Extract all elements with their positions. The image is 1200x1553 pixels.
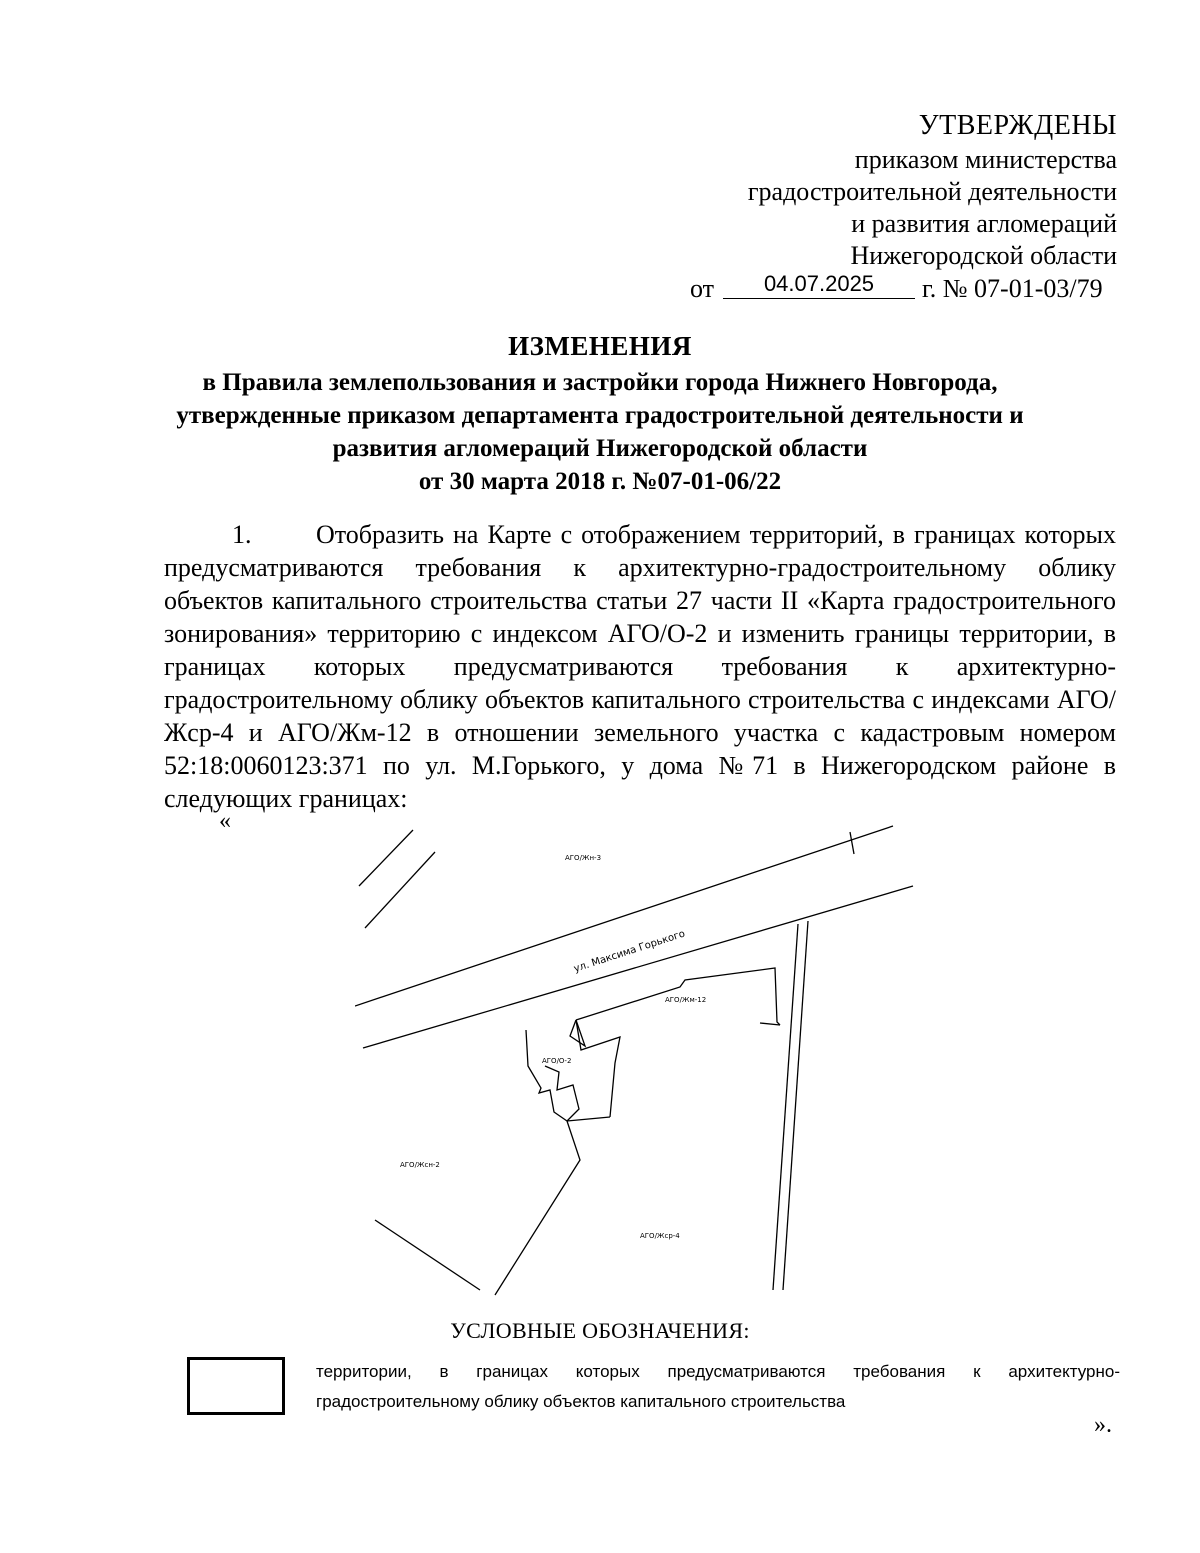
approval-block <box>748 110 1117 272</box>
map-label-o2: АГО/О-2 <box>542 1057 572 1065</box>
map-line <box>365 852 435 928</box>
map-line <box>375 1220 480 1290</box>
approval-from-label: от <box>690 274 715 303</box>
zone-zhm-boundary <box>576 1020 620 1117</box>
paragraph-1 <box>164 518 1116 815</box>
map-label-street: ул. Максима Горького <box>572 928 687 975</box>
document-title <box>0 330 1200 498</box>
zoning-map <box>355 820 915 1310</box>
map-label-zhsr4: АГО/Жср-4 <box>640 1232 680 1240</box>
approval-date: 04.07.2025 <box>763 271 875 296</box>
paragraph-text: Отобразить на Карте с отображением территорий, в границах которых предусматриваются требования к архитектурно-градостроительному облику объектов капитального строительства статьи 27 части II «Карта градостроительного зонирования» территорию с индексом АГО/О-2 и изменить границы территории, в границах которых предусматриваются требования к архитектурно-градостроительному облику объектов капитального строительства с индексами АГО/Жср-4 и АГО/Жм-12 в отношении земельного участка с кадастровым номером 52:18:0060123:371 по ул. М.Горького, у дома №71 в Нижегородском районе в следующих границах: <box>164 520 1116 813</box>
legend-swatch <box>187 1357 285 1415</box>
approval-heading: УТВЕРЖДЕНЫ <box>918 110 1117 141</box>
quote-close: ». <box>1094 1412 1112 1438</box>
map-line <box>359 830 413 886</box>
title-line: от 30 марта 2018 г. №07-01-06/22 <box>418 468 782 495</box>
title-line: развития агломераций Нижегородской области <box>332 435 868 462</box>
title-main: ИЗМЕНЕНИЯ <box>508 331 692 361</box>
road-line <box>773 924 798 1290</box>
map-label-zhsn2: АГО/Жсн-2 <box>400 1161 440 1169</box>
title-line: в Правила землепользования и застройки города Нижнего Новгорода, <box>202 369 998 396</box>
street-tick <box>850 832 854 854</box>
approval-line: Нижегородской области <box>850 241 1117 270</box>
street-edge-bottom <box>363 886 913 1048</box>
legend-text: территории, в границах которых предусматриваются требования к архитектурно-градостроительному облику объектов капитального строительства <box>316 1362 1120 1411</box>
paragraph-number: 1. <box>232 520 252 549</box>
approval-line: градостроительной деятельности <box>747 177 1117 206</box>
quote-open: « <box>219 808 231 834</box>
road-line <box>783 921 808 1290</box>
approval-line: и развития агломераций <box>851 209 1117 238</box>
legend-title: УСЛОВНЫЕ ОБОЗНАЧЕНИЯ: <box>450 1318 750 1343</box>
zone-boundary <box>495 1121 580 1295</box>
title-line: утвержденные приказом департамента градостроительной деятельности и <box>176 402 1024 429</box>
date-underline <box>723 298 915 299</box>
approval-line: приказом министерства <box>854 145 1117 174</box>
zone-zhm-bottom <box>567 1117 610 1121</box>
zone-o-right <box>570 1020 585 1046</box>
zone-zhm-right <box>760 1023 780 1025</box>
map-label-zhn3: АГО/Жн-3 <box>565 854 602 862</box>
map-label-zhm12: АГО/Жм-12 <box>665 996 707 1004</box>
approval-number: г. № 07-01-03/79 <box>922 274 1103 303</box>
zone-o-boundary <box>526 1030 567 1121</box>
